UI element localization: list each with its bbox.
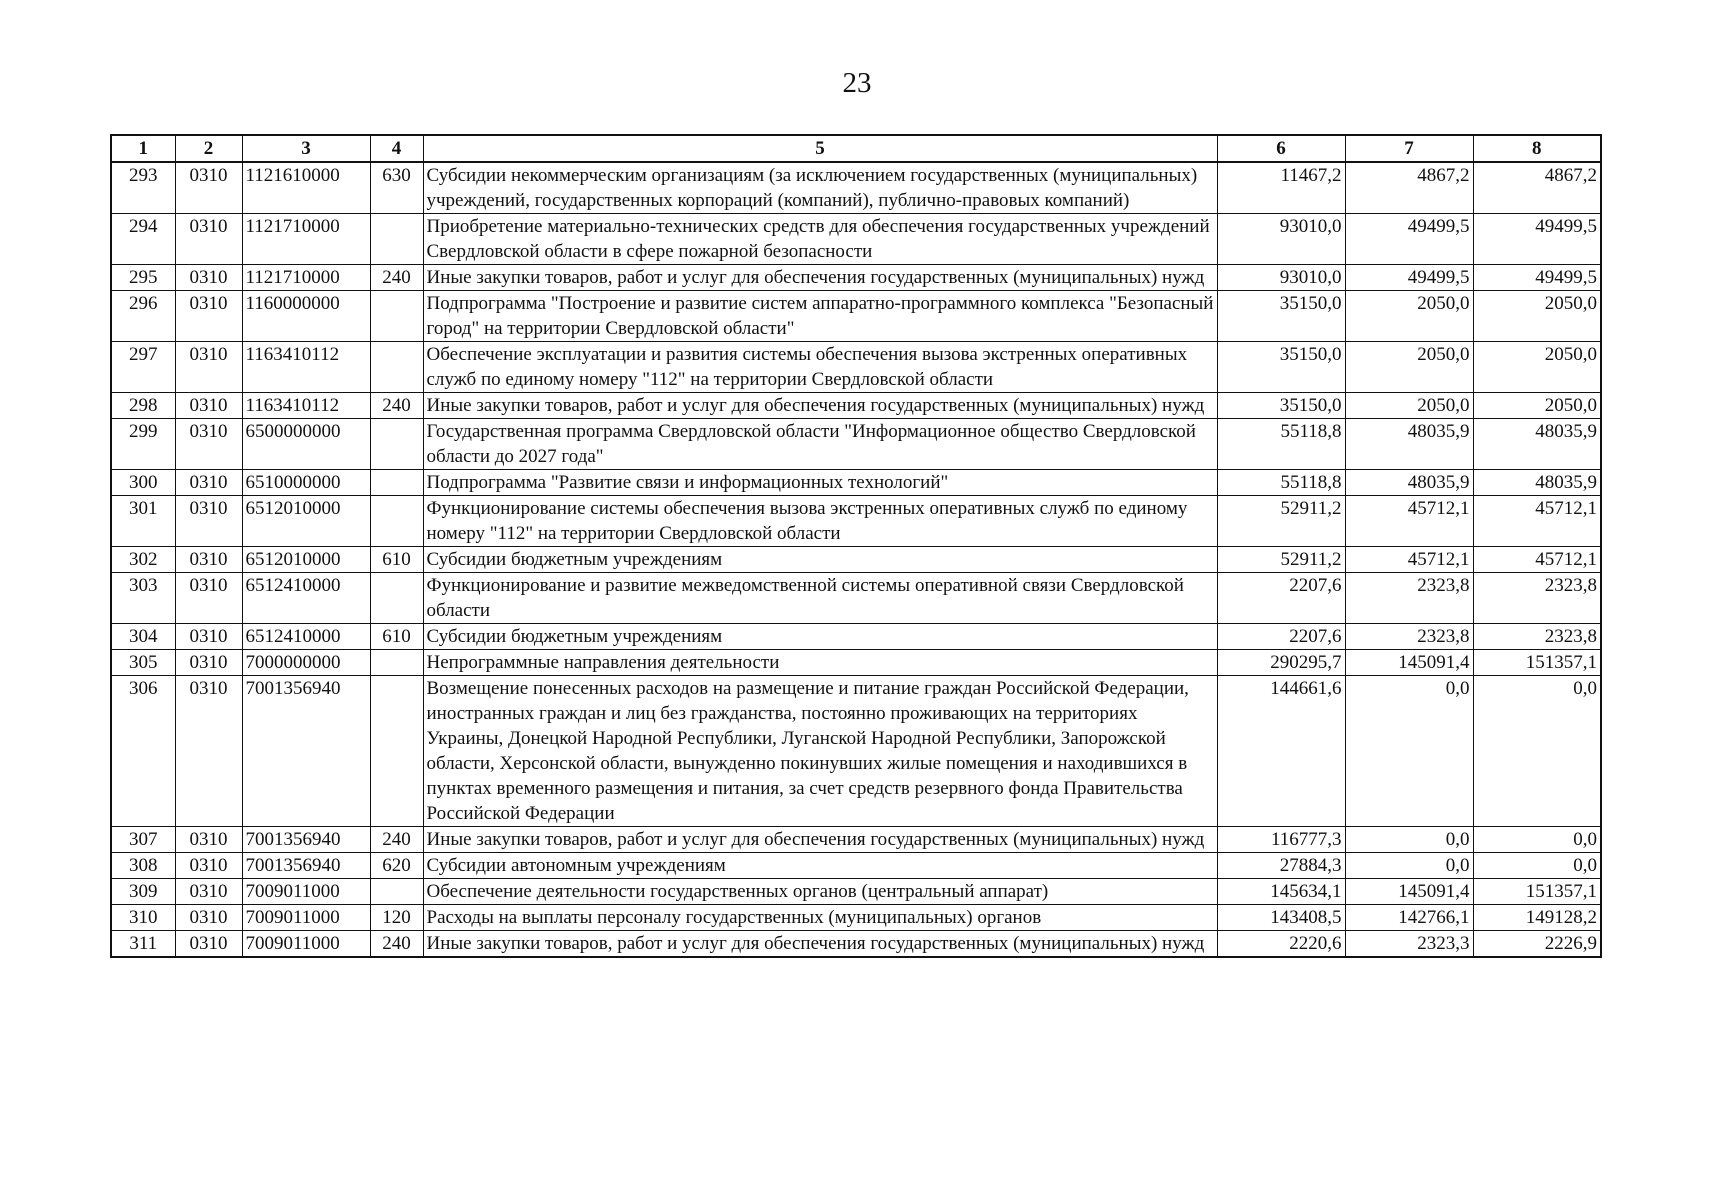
section-code-cell: 0310 — [175, 624, 242, 650]
table-row — [111, 879, 1601, 905]
amount-col7-cell: 0,0 — [1345, 827, 1473, 853]
item-name-cell: Расходы на выплаты персоналу государственных (муниципальных) органов — [423, 905, 1217, 931]
amount-col7-cell: 48035,9 — [1345, 419, 1473, 470]
table-row — [111, 650, 1601, 676]
amount-col8-cell: 2226,9 — [1473, 931, 1601, 958]
table-row — [111, 827, 1601, 853]
table-row — [111, 342, 1601, 393]
expense-type-cell: 120 — [370, 905, 423, 931]
table-row — [111, 853, 1601, 879]
amount-col7-cell: 142766,1 — [1345, 905, 1473, 931]
table-row — [111, 624, 1601, 650]
amount-col8-cell: 0,0 — [1473, 676, 1601, 827]
section-code-cell: 0310 — [175, 676, 242, 827]
target-article-cell: 7001356940 — [242, 676, 370, 827]
amount-col8-cell: 0,0 — [1473, 827, 1601, 853]
target-article-cell: 7009011000 — [242, 931, 370, 958]
amount-col8-cell: 48035,9 — [1473, 470, 1601, 496]
column-header: 2 — [175, 135, 242, 162]
column-header: 6 — [1217, 135, 1345, 162]
section-code-cell: 0310 — [175, 162, 242, 214]
amount-col7-cell: 145091,4 — [1345, 650, 1473, 676]
amount-col7-cell: 49499,5 — [1345, 214, 1473, 265]
amount-col6-cell: 144661,6 — [1217, 676, 1345, 827]
amount-col8-cell: 151357,1 — [1473, 879, 1601, 905]
row-number-cell: 306 — [111, 676, 175, 827]
row-number-cell: 311 — [111, 931, 175, 958]
table-row — [111, 393, 1601, 419]
expense-type-cell — [370, 650, 423, 676]
section-code-cell: 0310 — [175, 419, 242, 470]
table-row — [111, 676, 1601, 827]
item-name-cell: Приобретение материально-технических средств для обеспечения государственных учреждений Свердловской области в сфере пожарной безопасности — [423, 214, 1217, 265]
amount-col7-cell: 2323,8 — [1345, 573, 1473, 624]
amount-col6-cell: 93010,0 — [1217, 265, 1345, 291]
expense-type-cell — [370, 470, 423, 496]
amount-col6-cell: 11467,2 — [1217, 162, 1345, 214]
target-article-cell: 1163410112 — [242, 393, 370, 419]
amount-col7-cell: 49499,5 — [1345, 265, 1473, 291]
amount-col6-cell: 143408,5 — [1217, 905, 1345, 931]
amount-col7-cell: 2323,3 — [1345, 931, 1473, 958]
expense-type-cell: 610 — [370, 624, 423, 650]
amount-col8-cell: 0,0 — [1473, 853, 1601, 879]
target-article-cell: 1160000000 — [242, 291, 370, 342]
table-row — [111, 291, 1601, 342]
amount-col6-cell: 2220,6 — [1217, 931, 1345, 958]
amount-col7-cell: 45712,1 — [1345, 547, 1473, 573]
item-name-cell: Непрограммные направления деятельности — [423, 650, 1217, 676]
amount-col7-cell: 2050,0 — [1345, 291, 1473, 342]
column-header: 1 — [111, 135, 175, 162]
row-number-cell: 294 — [111, 214, 175, 265]
row-number-cell: 309 — [111, 879, 175, 905]
amount-col6-cell: 27884,3 — [1217, 853, 1345, 879]
section-code-cell: 0310 — [175, 342, 242, 393]
item-name-cell: Иные закупки товаров, работ и услуг для обеспечения государственных (муниципальных) нужд — [423, 827, 1217, 853]
section-code-cell: 0310 — [175, 265, 242, 291]
page-number: 23 — [842, 67, 872, 99]
section-code-cell: 0310 — [175, 573, 242, 624]
row-number-cell: 307 — [111, 827, 175, 853]
target-article-cell: 6512410000 — [242, 573, 370, 624]
target-article-cell: 7001356940 — [242, 827, 370, 853]
amount-col8-cell: 2323,8 — [1473, 573, 1601, 624]
amount-col8-cell: 45712,1 — [1473, 496, 1601, 547]
item-name-cell: Иные закупки товаров, работ и услуг для обеспечения государственных (муниципальных) нужд — [423, 393, 1217, 419]
amount-col7-cell: 2323,8 — [1345, 624, 1473, 650]
amount-col8-cell: 4867,2 — [1473, 162, 1601, 214]
amount-col6-cell: 55118,8 — [1217, 419, 1345, 470]
row-number-cell: 296 — [111, 291, 175, 342]
item-name-cell: Субсидии бюджетным учреждениям — [423, 624, 1217, 650]
item-name-cell: Иные закупки товаров, работ и услуг для обеспечения государственных (муниципальных) нужд — [423, 931, 1217, 958]
table-row — [111, 265, 1601, 291]
section-code-cell: 0310 — [175, 879, 242, 905]
table-body — [111, 162, 1601, 957]
amount-col8-cell: 49499,5 — [1473, 214, 1601, 265]
expense-type-cell: 630 — [370, 162, 423, 214]
target-article-cell: 7000000000 — [242, 650, 370, 676]
row-number-cell: 299 — [111, 419, 175, 470]
row-number-cell: 303 — [111, 573, 175, 624]
amount-col7-cell: 0,0 — [1345, 676, 1473, 827]
table-row — [111, 470, 1601, 496]
expense-type-cell — [370, 214, 423, 265]
amount-col8-cell: 45712,1 — [1473, 547, 1601, 573]
table-row — [111, 931, 1601, 958]
row-number-cell: 297 — [111, 342, 175, 393]
amount-col7-cell: 2050,0 — [1345, 342, 1473, 393]
expense-type-cell — [370, 419, 423, 470]
target-article-cell: 7009011000 — [242, 905, 370, 931]
table-row — [111, 573, 1601, 624]
table-header-row — [111, 135, 1601, 162]
section-code-cell: 0310 — [175, 214, 242, 265]
amount-col6-cell: 35150,0 — [1217, 291, 1345, 342]
expense-type-cell: 240 — [370, 931, 423, 958]
section-code-cell: 0310 — [175, 827, 242, 853]
amount-col6-cell: 35150,0 — [1217, 393, 1345, 419]
section-code-cell: 0310 — [175, 853, 242, 879]
item-name-cell: Подпрограмма "Развитие связи и информационных технологий" — [423, 470, 1217, 496]
item-name-cell: Субсидии автономным учреждениям — [423, 853, 1217, 879]
amount-col6-cell: 145634,1 — [1217, 879, 1345, 905]
amount-col6-cell: 2207,6 — [1217, 573, 1345, 624]
column-header: 7 — [1345, 135, 1473, 162]
item-name-cell: Субсидии некоммерческим организациям (за исключением государственных (муниципальных) учреждений, государственных корпораций (компаний), публично-правовых компаний) — [423, 162, 1217, 214]
amount-col6-cell: 2207,6 — [1217, 624, 1345, 650]
amount-col8-cell: 2050,0 — [1473, 342, 1601, 393]
item-name-cell: Обеспечение деятельности государственных органов (центральный аппарат) — [423, 879, 1217, 905]
amount-col7-cell: 0,0 — [1345, 853, 1473, 879]
row-number-cell: 305 — [111, 650, 175, 676]
section-code-cell: 0310 — [175, 496, 242, 547]
target-article-cell: 7001356940 — [242, 853, 370, 879]
budget-table — [110, 134, 1602, 958]
table-row — [111, 496, 1601, 547]
column-header: 5 — [423, 135, 1217, 162]
table-row — [111, 547, 1601, 573]
section-code-cell: 0310 — [175, 905, 242, 931]
amount-col7-cell: 48035,9 — [1345, 470, 1473, 496]
amount-col8-cell: 2050,0 — [1473, 291, 1601, 342]
table-row — [111, 419, 1601, 470]
expense-type-cell — [370, 573, 423, 624]
item-name-cell: Обеспечение эксплуатации и развития системы обеспечения вызова экстренных оперативных служб по единому номеру "112" на территории Свердловской области — [423, 342, 1217, 393]
expense-type-cell — [370, 291, 423, 342]
expense-type-cell: 240 — [370, 265, 423, 291]
amount-col8-cell: 2323,8 — [1473, 624, 1601, 650]
amount-col8-cell: 49499,5 — [1473, 265, 1601, 291]
row-number-cell: 304 — [111, 624, 175, 650]
item-name-cell: Субсидии бюджетным учреждениям — [423, 547, 1217, 573]
expense-type-cell — [370, 879, 423, 905]
amount-col6-cell: 290295,7 — [1217, 650, 1345, 676]
target-article-cell: 1121710000 — [242, 265, 370, 291]
item-name-cell: Функционирование и развитие межведомственной системы оперативной связи Свердловской области — [423, 573, 1217, 624]
amount-col7-cell: 2050,0 — [1345, 393, 1473, 419]
item-name-cell: Функционирование системы обеспечения вызова экстренных оперативных служб по единому номеру "112" на территории Свердловской области — [423, 496, 1217, 547]
target-article-cell: 6512010000 — [242, 496, 370, 547]
target-article-cell: 7009011000 — [242, 879, 370, 905]
table-row — [111, 905, 1601, 931]
target-article-cell: 6512010000 — [242, 547, 370, 573]
expense-type-cell: 610 — [370, 547, 423, 573]
target-article-cell: 1121610000 — [242, 162, 370, 214]
section-code-cell: 0310 — [175, 393, 242, 419]
amount-col8-cell: 2050,0 — [1473, 393, 1601, 419]
amount-col7-cell: 45712,1 — [1345, 496, 1473, 547]
table-row — [111, 214, 1601, 265]
row-number-cell: 308 — [111, 853, 175, 879]
target-article-cell: 1163410112 — [242, 342, 370, 393]
expense-type-cell — [370, 342, 423, 393]
column-header: 3 — [242, 135, 370, 162]
table-row — [111, 162, 1601, 214]
row-number-cell: 298 — [111, 393, 175, 419]
target-article-cell: 6510000000 — [242, 470, 370, 496]
amount-col6-cell: 52911,2 — [1217, 547, 1345, 573]
row-number-cell: 301 — [111, 496, 175, 547]
column-header: 4 — [370, 135, 423, 162]
amount-col6-cell: 52911,2 — [1217, 496, 1345, 547]
section-code-cell: 0310 — [175, 650, 242, 676]
amount-col7-cell: 4867,2 — [1345, 162, 1473, 214]
row-number-cell: 310 — [111, 905, 175, 931]
item-name-cell: Возмещение понесенных расходов на размещение и питание граждан Российской Федерации, иностранных граждан и лиц без гражданства, постоянно проживающих на территориях Украины, Донецкой Народной Республики, Луганской Народной Республики, Запорожской области, Херсонской области, вынужденно покинувших жилые помещения и находившихся в пунктах временного размещения и питания, за счет средств резервного фонда Правительства Российской Федерации — [423, 676, 1217, 827]
row-number-cell: 302 — [111, 547, 175, 573]
amount-col6-cell: 116777,3 — [1217, 827, 1345, 853]
item-name-cell: Подпрограмма "Построение и развитие систем аппаратно-программного комплекса "Безопасный город" на территории Свердловской области" — [423, 291, 1217, 342]
expense-type-cell — [370, 496, 423, 547]
row-number-cell: 293 — [111, 162, 175, 214]
expense-type-cell: 240 — [370, 393, 423, 419]
column-header: 8 — [1473, 135, 1601, 162]
section-code-cell: 0310 — [175, 291, 242, 342]
amount-col8-cell: 48035,9 — [1473, 419, 1601, 470]
amount-col6-cell: 35150,0 — [1217, 342, 1345, 393]
expense-type-cell: 620 — [370, 853, 423, 879]
section-code-cell: 0310 — [175, 547, 242, 573]
target-article-cell: 6500000000 — [242, 419, 370, 470]
amount-col6-cell: 55118,8 — [1217, 470, 1345, 496]
item-name-cell: Иные закупки товаров, работ и услуг для обеспечения государственных (муниципальных) нужд — [423, 265, 1217, 291]
target-article-cell: 1121710000 — [242, 214, 370, 265]
expense-type-cell: 240 — [370, 827, 423, 853]
target-article-cell: 6512410000 — [242, 624, 370, 650]
amount-col7-cell: 145091,4 — [1345, 879, 1473, 905]
row-number-cell: 300 — [111, 470, 175, 496]
section-code-cell: 0310 — [175, 470, 242, 496]
row-number-cell: 295 — [111, 265, 175, 291]
expense-type-cell — [370, 676, 423, 827]
amount-col8-cell: 149128,2 — [1473, 905, 1601, 931]
section-code-cell: 0310 — [175, 931, 242, 958]
item-name-cell: Государственная программа Свердловской области "Информационное общество Свердловской области до 2027 года" — [423, 419, 1217, 470]
amount-col8-cell: 151357,1 — [1473, 650, 1601, 676]
amount-col6-cell: 93010,0 — [1217, 214, 1345, 265]
